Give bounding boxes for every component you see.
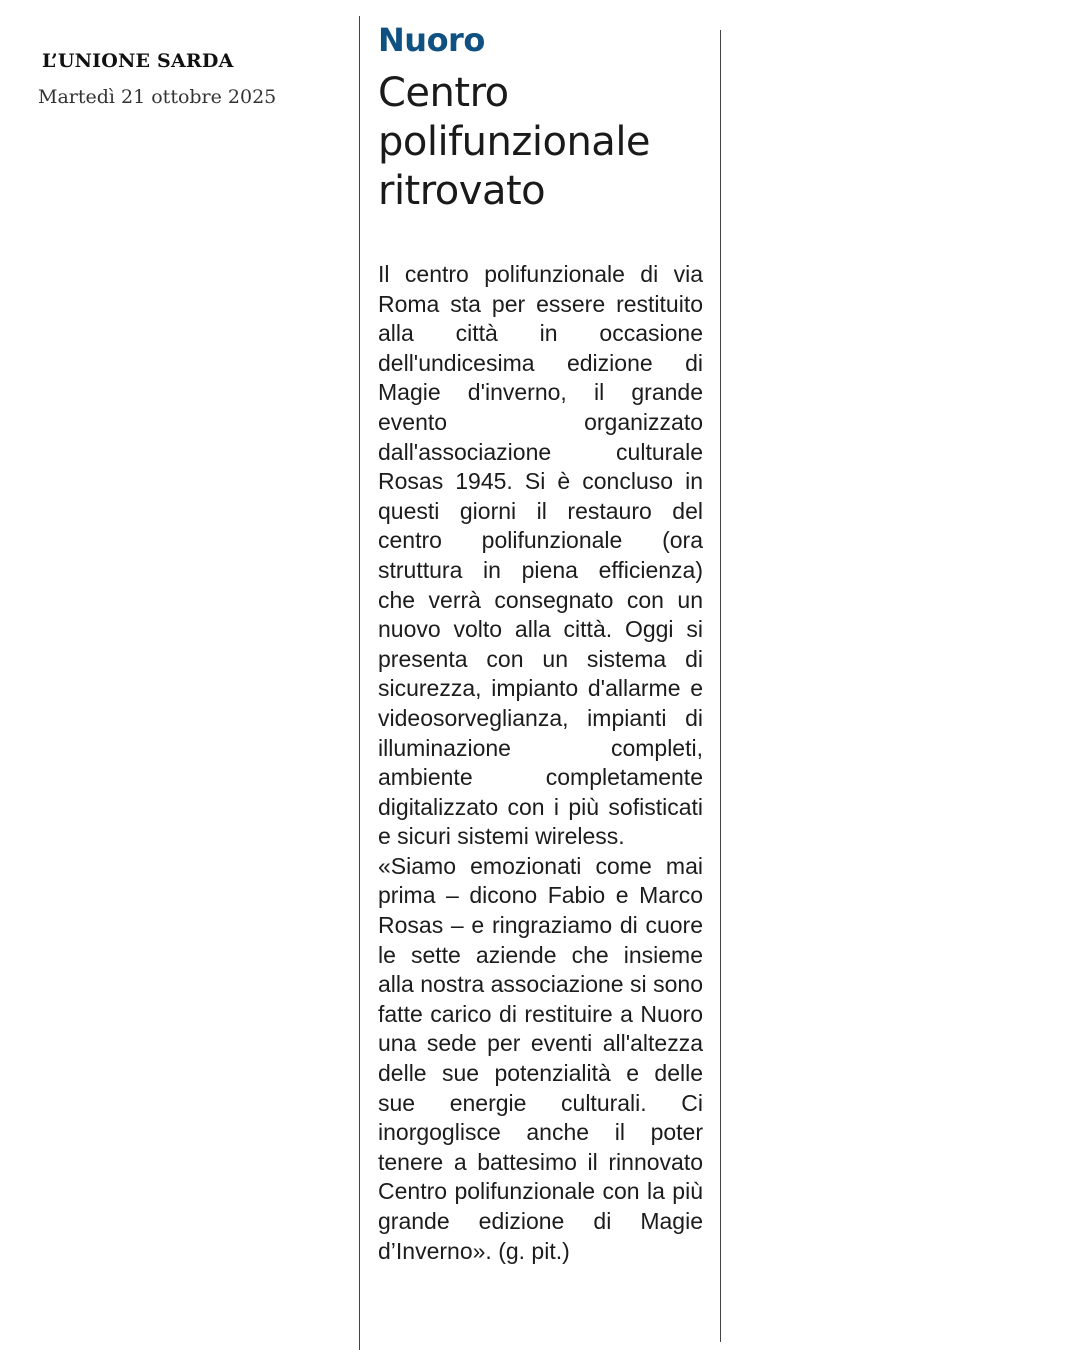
article-paragraph: «Siamo emozionati come mai prima – dicono Fabio e Marco Rosas – e ringraziamo di cuore le sette aziende che insieme alla nostra associazione si sono fatte carico di restituire a Nuoro una sede per eventi all'altezza delle sue potenzialità e delle sue energie culturali. Ci inorgoglisce anche il poter tenere a battesimo il rinnovato Centro polifunzionale con la più grande edizione di Magie d’Inverno». (g. pit.) <box>378 852 703 1264</box>
article-body <box>378 260 703 1266</box>
article <box>378 18 703 1266</box>
column-divider-left <box>359 16 360 1350</box>
article-paragraph: Il centro polifunzionale di via Roma sta per essere restituito alla città in occasione dell'undicesima edizione di Magie d'inverno, il grande evento organizzato dall'associazione culturale Rosas 1945. Si è concluso in questi giorni il restauro del centro polifunzionale (ora struttura in piena efficienza) che verrà consegnato con un nuovo volto alla città. Oggi si presenta con un sistema di sicurezza, impianto d'allarme e videosorveglianza, impianti di illuminazione completi, ambiente completamente digitalizzato con i più sofisticati e sicuri sistemi wireless. <box>378 261 703 850</box>
article-headline: Centro polifunzionale ritrovato <box>378 70 651 214</box>
column-divider-right <box>720 30 721 1342</box>
section-label: Nuoro <box>378 21 485 59</box>
publication-date: Martedì 21 ottobre 2025 <box>38 86 277 108</box>
masthead <box>38 48 338 110</box>
newspaper-name: L’UNIONE SARDA <box>42 50 234 72</box>
